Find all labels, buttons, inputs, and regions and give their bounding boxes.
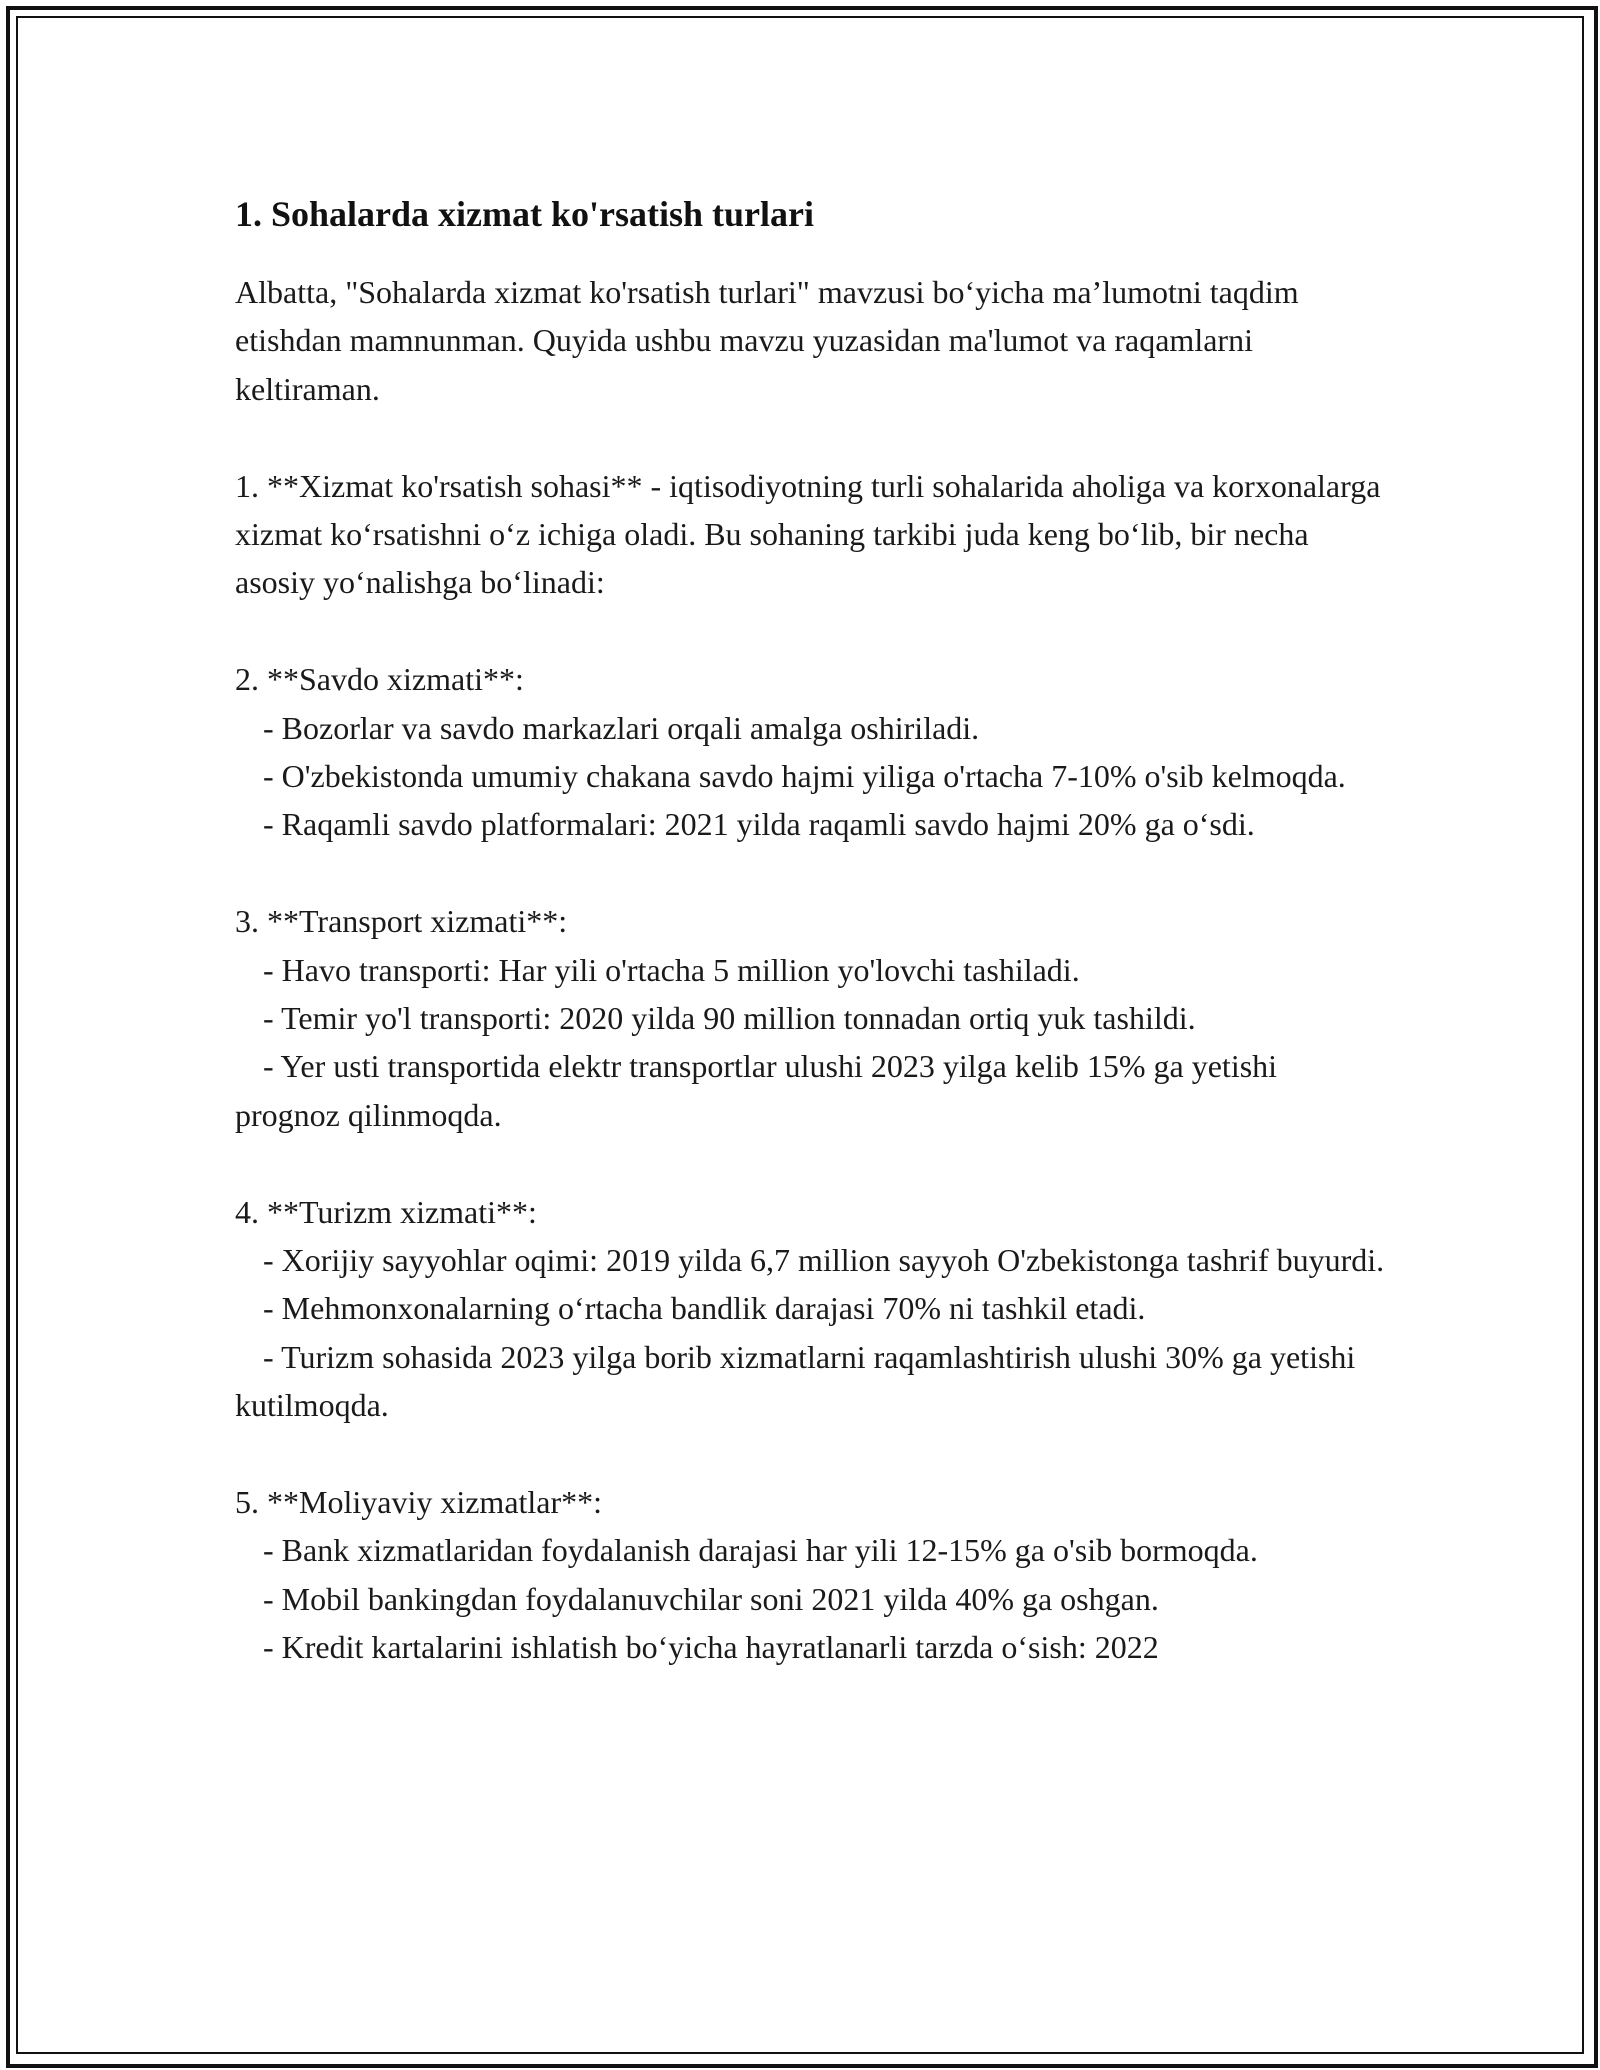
intro-paragraph: Albatta, "Sohalarda xizmat ko'rsatish turlari" mavzusi bo‘yicha ma’lumotni taqdim etishdan mamnunman. Quyida ushbu mavzu yuzasidan ma'lumot va raqamlarni keltiraman. (235, 274, 1299, 407)
list-item: - Havo transporti: Har yili o'rtacha 5 million yo'lovchi tashiladi. (263, 951, 1080, 988)
section-4-heading: 4. **Turizm xizmati**: (235, 1193, 537, 1230)
list-item: - Bank xizmatlaridan foydalanish darajasi har yili 12-15% ga o'sib bormoqda. (263, 1532, 1258, 1569)
list-item: - Yer usti transportida elektr transportlar ulushi 2023 yilga kelib 15% ga yetishi prognoz qilinmoqda. (235, 1048, 1278, 1133)
list-item: - Temir yo'l transporti: 2020 yilda 90 million tonnadan ortiq yuk tashildi. (263, 1000, 1196, 1037)
spacer (235, 849, 1385, 897)
spacer (235, 1430, 1385, 1478)
document-body (235, 188, 1385, 1672)
list-item: - Mehmonxonalarning o‘rtacha bandlik darajasi 70% ni tashkil etadi. (263, 1290, 1146, 1327)
section-5-heading: 5. **Moliyaviy xizmatlar**: (235, 1484, 603, 1521)
spacer (235, 607, 1385, 655)
spacer (235, 413, 1385, 461)
list-item: - O'zbekistonda umumiy chakana savdo hajmi yiliga o'rtacha 7-10% o'sib kelmoqda. (263, 758, 1346, 795)
list-item: - Raqamli savdo platformalari: 2021 yilda raqamli savdo hajmi 20% ga o‘sdi. (263, 806, 1255, 843)
list-item: - Turizm sohasida 2023 yilga borib xizmatlarni raqamlashtirish ulushi 30% ga yetishi kutilmoqda. (235, 1338, 1356, 1424)
list-item: - Xorijiy sayyohlar oqimi: 2019 yilda 6,7 million sayyoh O'zbekistonga tashrif buyurdi. (263, 1242, 1385, 1279)
list-item: - Bozorlar va savdo markazlari orqali amalga oshiriladi. (263, 709, 980, 746)
section-2-heading: 2. **Savdo xizmati**: (235, 661, 524, 698)
section-3-heading: 3. **Transport xizmati**: (235, 903, 568, 940)
list-item: - Mobil bankingdan foydalanuvchilar soni 2021 yilda 40% ga oshgan. (263, 1580, 1159, 1617)
list-item: - Kredit kartalarini ishlatish bo‘yicha hayratlanarli tarzda o‘sish: 2022 (263, 1629, 1159, 1666)
section-1-heading: 1. **Xizmat ko'rsatish sohasi** - iqtisodiyotning turli sohalarida aholiga va korxonalarga xizmat ko‘rsatishni o‘z ichiga oladi. Bu sohaning tarkibi juda keng bo‘lib, bir necha asosiy yo‘nalishga bo‘linadi: (235, 467, 1381, 601)
spacer (235, 1139, 1385, 1187)
document-title: 1. Sohalarda xizmat ko'rsatish turlari (235, 194, 815, 234)
